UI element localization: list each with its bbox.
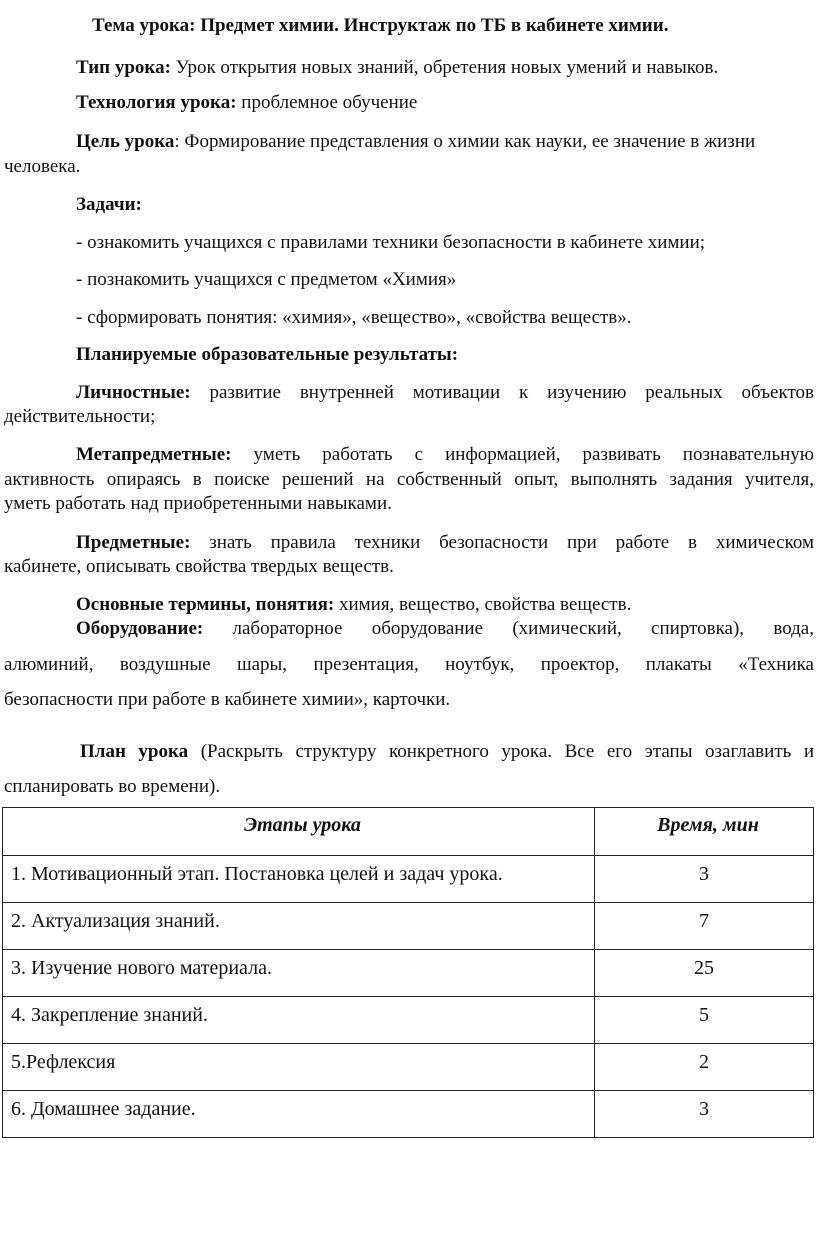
- task-item: - познакомить учащихся с предметом «Химия»: [76, 269, 457, 290]
- table-row: [3, 1091, 814, 1138]
- time-cell: 3: [595, 856, 814, 903]
- lesson-type-line: [76, 56, 814, 80]
- plan-line: План урока (Раскрыть структуру конкретного урока. Все его этапы озаглавить и: [80, 741, 814, 762]
- meta-line: Метапредметные: уметь работать с информацией, развивать познавательную: [76, 444, 814, 465]
- technology-label: Технология урока:: [76, 92, 237, 113]
- subject-label: Предметные:: [76, 532, 191, 553]
- results-heading: Планируемые образовательные результаты:: [76, 344, 459, 365]
- meta-label: Метапредметные:: [76, 444, 232, 465]
- stage-cell: 6. Домашнее задание.: [3, 1091, 595, 1138]
- personal-line: Личностные: развитие внутренней мотивации к изучению реальных объектов: [76, 382, 814, 403]
- equipment-line-3: безопасности при работе в кабинете химии», карточки.: [4, 689, 451, 710]
- terms-label: Основные термины, понятия:: [76, 594, 335, 615]
- meta-line-2: активность опираясь в поиске решений на собственный опыт, выполнять задания учителя,: [4, 469, 814, 490]
- tasks-heading: Задачи:: [76, 194, 142, 215]
- time-cell: 7: [595, 903, 814, 950]
- terms-line: Основные термины, понятия: химия, вещество, свойства веществ.: [76, 594, 632, 615]
- time-cell: 3: [595, 1091, 814, 1138]
- task-item: - ознакомить учащихся с правилами техники безопасности в кабинете химии;: [76, 232, 706, 253]
- stage-cell: 4. Закрепление знаний.: [3, 997, 595, 1044]
- technology-text: проблемное обучение: [236, 92, 418, 113]
- task-item: - сформировать понятия: «химия», «вещество», «свойства веществ».: [76, 307, 632, 328]
- time-cell: 25: [595, 950, 814, 997]
- personal-line-2: действительности;: [4, 406, 156, 427]
- table-row: [3, 903, 814, 950]
- plan-label: План урока: [80, 741, 189, 762]
- goal-line-2: человека.: [4, 156, 81, 177]
- table-row: [3, 997, 814, 1044]
- table-row: [3, 950, 814, 997]
- stage-cell: 3. Изучение нового материала.: [3, 950, 595, 997]
- lesson-type-text: Урок открытия новых знаний, обретения новых умений и навыков.: [170, 57, 719, 78]
- meta-line-3: уметь работать над приобретенными навыками.: [4, 493, 392, 514]
- goal-line: [76, 130, 814, 154]
- header-stages: Этапы урока: [3, 808, 595, 856]
- table-row: [3, 856, 814, 903]
- header-time: Время, мин: [595, 808, 814, 856]
- table-row: [3, 1044, 814, 1091]
- equipment-line: Оборудование: лабораторное оборудование (химический, спиртовка), вода,: [76, 618, 814, 639]
- goal-text: : Формирование представления о химии как науки, ее значение в жизни: [174, 131, 756, 152]
- lesson-type-label: Тип урока:: [76, 57, 171, 78]
- lesson-plan-table: [2, 807, 814, 1138]
- stage-cell: 2. Актуализация знаний.: [3, 903, 595, 950]
- table-header-row: [3, 808, 814, 856]
- subject-line: Предметные: знать правила техники безопасности при работе в химическом: [76, 532, 814, 553]
- lesson-title: Тема урока: Предмет химии. Инструктаж по ТБ в кабинете химии.: [92, 15, 669, 36]
- plan-line-2: спланировать во времени).: [4, 776, 221, 797]
- goal-label: Цель урока: [76, 131, 175, 152]
- stage-cell: 5.Рефлексия: [3, 1044, 595, 1091]
- time-cell: 5: [595, 997, 814, 1044]
- personal-label: Личностные:: [76, 382, 191, 403]
- technology-line: [76, 91, 814, 115]
- stage-cell: 1. Мотивационный этап. Постановка целей и задач урока.: [3, 856, 595, 903]
- equipment-line-2: алюминий, воздушные шары, презентация, ноутбук, проектор, плакаты «Техника: [4, 654, 814, 675]
- subject-line-2: кабинете, описывать свойства твердых веществ.: [4, 556, 394, 577]
- equipment-label: Оборудование:: [76, 618, 204, 639]
- time-cell: 2: [595, 1044, 814, 1091]
